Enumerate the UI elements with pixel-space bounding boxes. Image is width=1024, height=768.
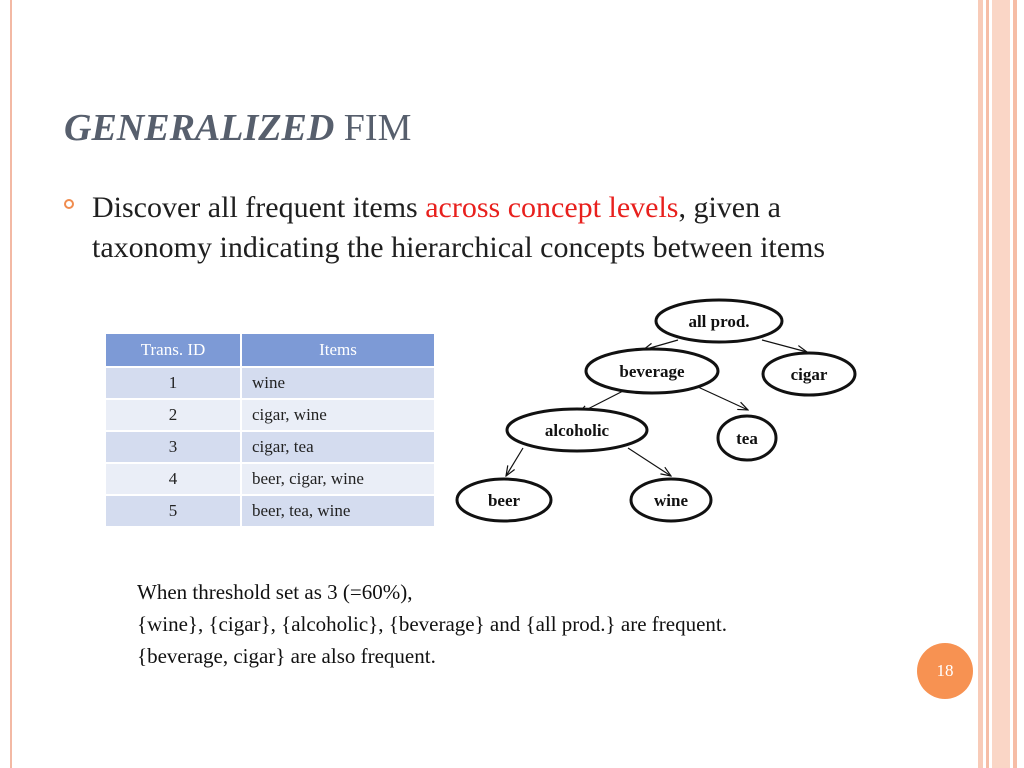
edge-beverage-to-tea bbox=[698, 387, 748, 410]
page-number-badge: 18 bbox=[917, 643, 973, 699]
node-cigar bbox=[763, 353, 855, 395]
edge-alcoholic-to-beer bbox=[506, 448, 523, 476]
edge-all-prod-to-cigar bbox=[762, 340, 807, 352]
table-cell-items: cigar, wine bbox=[241, 399, 435, 431]
note-line-2: {wine}, {cigar}, {alcoholic}, {beverage} and {all prod.} are frequent. bbox=[137, 612, 727, 636]
slide-title bbox=[64, 106, 411, 150]
table-cell-items: wine bbox=[241, 367, 435, 399]
right-border-stripe bbox=[986, 0, 989, 768]
bullet-circle-icon bbox=[64, 199, 74, 209]
transactions-table bbox=[104, 332, 436, 528]
node-all-prod-label: all prod. bbox=[688, 312, 750, 331]
node-all-prod bbox=[656, 300, 782, 342]
note-line-3: {beverage, cigar} are also frequent. bbox=[137, 644, 436, 668]
table-header-row bbox=[105, 333, 435, 367]
table-row bbox=[105, 399, 435, 431]
table-cell-id: 1 bbox=[105, 367, 241, 399]
node-beer bbox=[457, 479, 551, 521]
table-cell-id: 5 bbox=[105, 495, 241, 527]
edge-alcoholic-to-wine bbox=[628, 448, 671, 476]
taxonomy-tree bbox=[450, 290, 870, 530]
table-cell-items: beer, tea, wine bbox=[241, 495, 435, 527]
note-line-1: When threshold set as 3 (=60%), bbox=[137, 580, 413, 604]
table-cell-id: 3 bbox=[105, 431, 241, 463]
table-cell-id: 4 bbox=[105, 463, 241, 495]
table-cell-items: cigar, tea bbox=[241, 431, 435, 463]
right-border-stripe bbox=[992, 0, 1010, 768]
node-tea-label: tea bbox=[736, 429, 758, 448]
table-row bbox=[105, 463, 435, 495]
bullet-text-end: , given a taxonomy indicating the hierarchical concepts between items bbox=[92, 191, 826, 264]
node-tea bbox=[718, 416, 776, 460]
node-wine-label: wine bbox=[654, 491, 688, 510]
table-cell-items: beer, cigar, wine bbox=[241, 463, 435, 495]
node-beverage-label: beverage bbox=[619, 362, 685, 381]
threshold-note bbox=[137, 576, 727, 672]
column-header-trans-id: Trans. ID bbox=[105, 333, 241, 367]
table-row bbox=[105, 495, 435, 527]
right-border-stripe bbox=[978, 0, 983, 768]
node-beer-label: beer bbox=[487, 491, 521, 510]
node-alcoholic bbox=[507, 409, 647, 451]
left-frame-line bbox=[10, 0, 12, 768]
table-row bbox=[105, 367, 435, 399]
node-cigar-label: cigar bbox=[790, 365, 828, 384]
table-row bbox=[105, 431, 435, 463]
table-cell-id: 2 bbox=[105, 399, 241, 431]
node-beverage bbox=[586, 349, 718, 393]
slide-title-emphasis: GENERALIZED bbox=[64, 107, 335, 149]
bullet-highlight: across concept levels bbox=[425, 191, 679, 224]
right-border-stripe bbox=[1013, 0, 1017, 768]
column-header-items: Items bbox=[241, 333, 435, 367]
slide-title-rest: FIM bbox=[334, 107, 412, 149]
bullet-text-start: Discover all frequent items bbox=[92, 191, 426, 224]
node-alcoholic-label: alcoholic bbox=[544, 421, 610, 440]
node-wine bbox=[631, 479, 711, 521]
bullet-text bbox=[92, 188, 852, 268]
